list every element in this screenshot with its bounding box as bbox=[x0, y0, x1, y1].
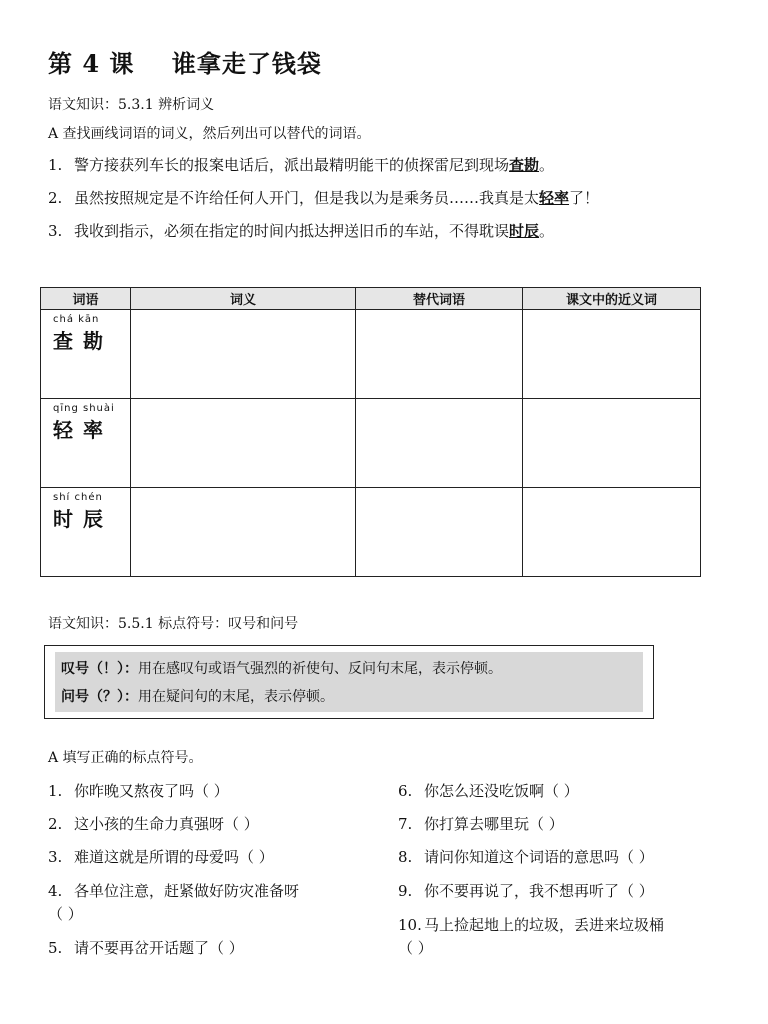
section2-instruction: A 填写正确的标点符号。 bbox=[48, 750, 203, 766]
exercise-text: 你怎么还没吃饭啊（ ） bbox=[424, 782, 579, 800]
exercise-2[interactable] bbox=[48, 813, 259, 834]
meaning-answer-cell[interactable] bbox=[131, 488, 356, 577]
table-row bbox=[41, 399, 701, 488]
exercise-text: 请不要再岔开话题了（ ） bbox=[74, 939, 244, 957]
exercise-8[interactable] bbox=[398, 846, 654, 867]
question-end: 。 bbox=[539, 156, 555, 174]
synonym-answer-cell[interactable] bbox=[523, 310, 701, 399]
word: 轻率 bbox=[53, 418, 113, 442]
exercise-4[interactable] bbox=[48, 880, 299, 901]
word: 时辰 bbox=[53, 507, 113, 531]
question-2 bbox=[48, 187, 599, 208]
vocabulary-table bbox=[40, 287, 701, 577]
rules-shaded-area bbox=[55, 652, 643, 712]
rule-exclamation bbox=[61, 658, 502, 678]
question-number: 3. bbox=[48, 222, 63, 240]
table-header-row bbox=[41, 288, 701, 310]
substitute-answer-cell[interactable] bbox=[356, 488, 523, 577]
substitute-answer-cell[interactable] bbox=[356, 310, 523, 399]
exercise-text: 请问你知道这个词语的意思吗（ ） bbox=[424, 848, 654, 866]
question-text: 警方接获列车长的报案电话后，派出最精明能干的侦探雷尼到现场 bbox=[74, 156, 510, 174]
underlined-word: 时辰 bbox=[509, 222, 540, 240]
table-row bbox=[41, 488, 701, 577]
question-number: 1. bbox=[48, 156, 63, 174]
header-word: 词语 bbox=[41, 288, 131, 310]
word: 查勘 bbox=[53, 329, 113, 353]
exercise-number: 4. bbox=[48, 882, 63, 900]
exercise-text: 难道这就是所谓的母爱吗（ ） bbox=[74, 848, 274, 866]
exercise-number: 7. bbox=[398, 815, 413, 833]
pinyin: shí chén bbox=[53, 492, 103, 503]
header-synonym: 课文中的近义词 bbox=[523, 288, 701, 310]
underlined-word: 轻率 bbox=[539, 189, 570, 207]
pinyin: chá kān bbox=[53, 314, 100, 325]
underlined-word: 查勘 bbox=[509, 156, 540, 174]
exercise-number: 9. bbox=[398, 882, 413, 900]
question-end: 了！ bbox=[569, 189, 600, 207]
exercise-number: 10. bbox=[398, 916, 422, 934]
exercise-9[interactable] bbox=[398, 880, 654, 901]
lesson-title: 第 4 课 谁拿走了钱袋 bbox=[48, 49, 322, 78]
synonym-answer-cell[interactable] bbox=[523, 399, 701, 488]
exercise-3[interactable] bbox=[48, 846, 274, 867]
question-text: 虽然按照规定是不许给任何人开门，但是我以为是乘务员……我真是太 bbox=[74, 189, 540, 207]
exercise-number: 2. bbox=[48, 815, 63, 833]
exercise-text: 你打算去哪里玩（ ） bbox=[424, 815, 564, 833]
question-3 bbox=[48, 220, 554, 241]
exercise-number: 8. bbox=[398, 848, 413, 866]
exercise-number: 6. bbox=[398, 782, 413, 800]
header-meaning: 词义 bbox=[131, 288, 356, 310]
question-text: 我收到指示，必须在指定的时间内抵达押送旧币的车站，不得耽误 bbox=[74, 222, 510, 240]
exercise-number: 5. bbox=[48, 939, 63, 957]
question-end: 。 bbox=[539, 222, 555, 240]
header-substitute: 替代词语 bbox=[356, 288, 523, 310]
word-cell bbox=[41, 310, 131, 399]
rule-desc: 用在感叹句或语气强烈的祈使句、反问句末尾，表示停顿。 bbox=[138, 661, 502, 677]
section2-label: 语文知识：5.5.1 标点符号：叹号和问号 bbox=[48, 616, 299, 632]
exercise-5[interactable] bbox=[48, 937, 244, 958]
meaning-answer-cell[interactable] bbox=[131, 399, 356, 488]
rule-term: 叹号（！）： bbox=[61, 661, 138, 677]
exercise-number: 1. bbox=[48, 782, 63, 800]
exercise-10[interactable] bbox=[398, 914, 664, 935]
punctuation-rules-box bbox=[44, 645, 654, 719]
question-1 bbox=[48, 154, 554, 175]
exercise-text: 你昨晚又熬夜了吗（ ） bbox=[74, 782, 229, 800]
exercise-4-blank[interactable]: （ ） bbox=[48, 905, 83, 923]
rule-desc: 用在疑问句的末尾，表示停顿。 bbox=[138, 689, 334, 705]
exercise-number: 3. bbox=[48, 848, 63, 866]
question-number: 2. bbox=[48, 189, 63, 207]
word-cell bbox=[41, 399, 131, 488]
substitute-answer-cell[interactable] bbox=[356, 399, 523, 488]
table-row bbox=[41, 310, 701, 399]
section1-label: 语文知识：5.3.1 辨析词义 bbox=[48, 97, 215, 113]
meaning-answer-cell[interactable] bbox=[131, 310, 356, 399]
rule-term: 问号（？）： bbox=[61, 689, 138, 705]
exercise-6[interactable] bbox=[398, 780, 579, 801]
section1-instruction: A 查找画线词语的词义，然后列出可以替代的词语。 bbox=[48, 126, 371, 142]
exercise-10-blank[interactable]: （ ） bbox=[398, 939, 433, 957]
rule-question bbox=[61, 686, 334, 706]
exercise-1[interactable] bbox=[48, 780, 229, 801]
exercise-text: 这小孩的生命力真强呀（ ） bbox=[74, 815, 259, 833]
pinyin: qīng shuài bbox=[53, 403, 115, 414]
exercise-text: 你不要再说了，我不想再听了（ ） bbox=[424, 882, 654, 900]
exercise-text: 马上捡起地上的垃圾，丢进来垃圾桶 bbox=[424, 916, 665, 934]
synonym-answer-cell[interactable] bbox=[523, 488, 701, 577]
exercise-text: 各单位注意，赶紧做好防灾准备呀 bbox=[74, 882, 300, 900]
word-cell bbox=[41, 488, 131, 577]
exercise-7[interactable] bbox=[398, 813, 564, 834]
